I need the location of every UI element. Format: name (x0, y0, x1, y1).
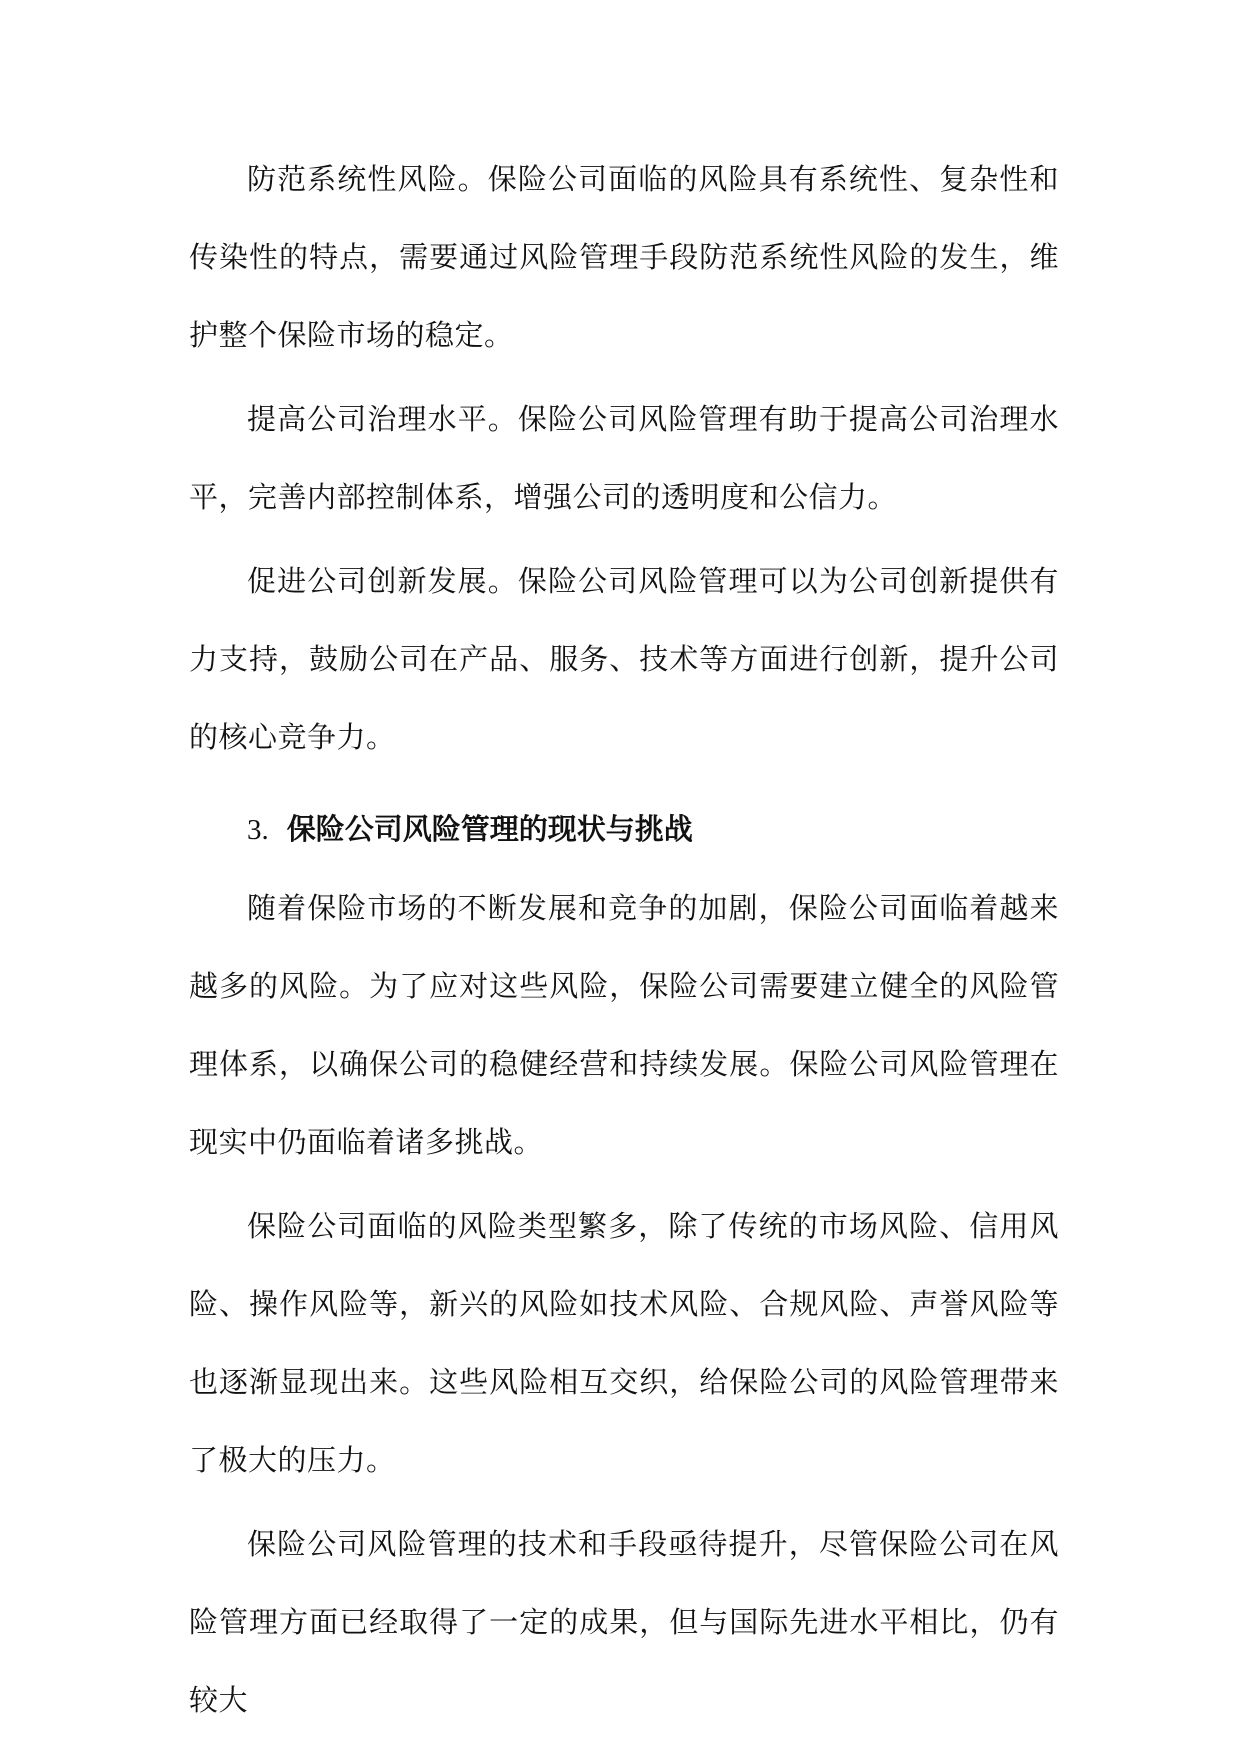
paragraph: 保险公司面临的风险类型繁多，除了传统的市场风险、信用风险、操作风险等，新兴的风险如技术风险、合规风险、声誉风险等也逐渐显现出来。这些风险相互交织，给保险公司的风险管理带来了极大的压力。 (189, 1209, 1059, 1477)
section-number: 3. (247, 814, 269, 846)
document-body (189, 140, 1059, 1745)
paragraph: 防范系统性风险。保险公司面临的风险具有系统性、复杂性和传染性的特点，需要通过风险管理手段防范系统性风险的发生，维护整个保险市场的稳定。 (189, 162, 1059, 352)
paragraph: 提高公司治理水平。保险公司风险管理有助于提高公司治理水平，完善内部控制体系，增强公司的透明度和公信力。 (189, 402, 1059, 514)
paragraph: 保险公司风险管理的技术和手段亟待提升，尽管保险公司在风险管理方面已经取得了一定的成果，但与国际先进水平相比，仍有较大 (189, 1527, 1059, 1717)
paragraph: 促进公司创新发展。保险公司风险管理可以为公司创新提供有力支持，鼓励公司在产品、服务、技术等方面进行创新，提升公司的核心竞争力。 (189, 564, 1059, 754)
paragraph: 随着保险市场的不断发展和竞争的加剧，保险公司面临着越来越多的风险。为了应对这些风险，保险公司需要建立健全的风险管理体系，以确保公司的稳健经营和持续发展。保险公司风险管理在现实中仍面临着诸多挑战。 (189, 891, 1059, 1159)
section-title: 保险公司风险管理的现状与挑战 (286, 812, 693, 846)
section-heading (189, 790, 1059, 869)
